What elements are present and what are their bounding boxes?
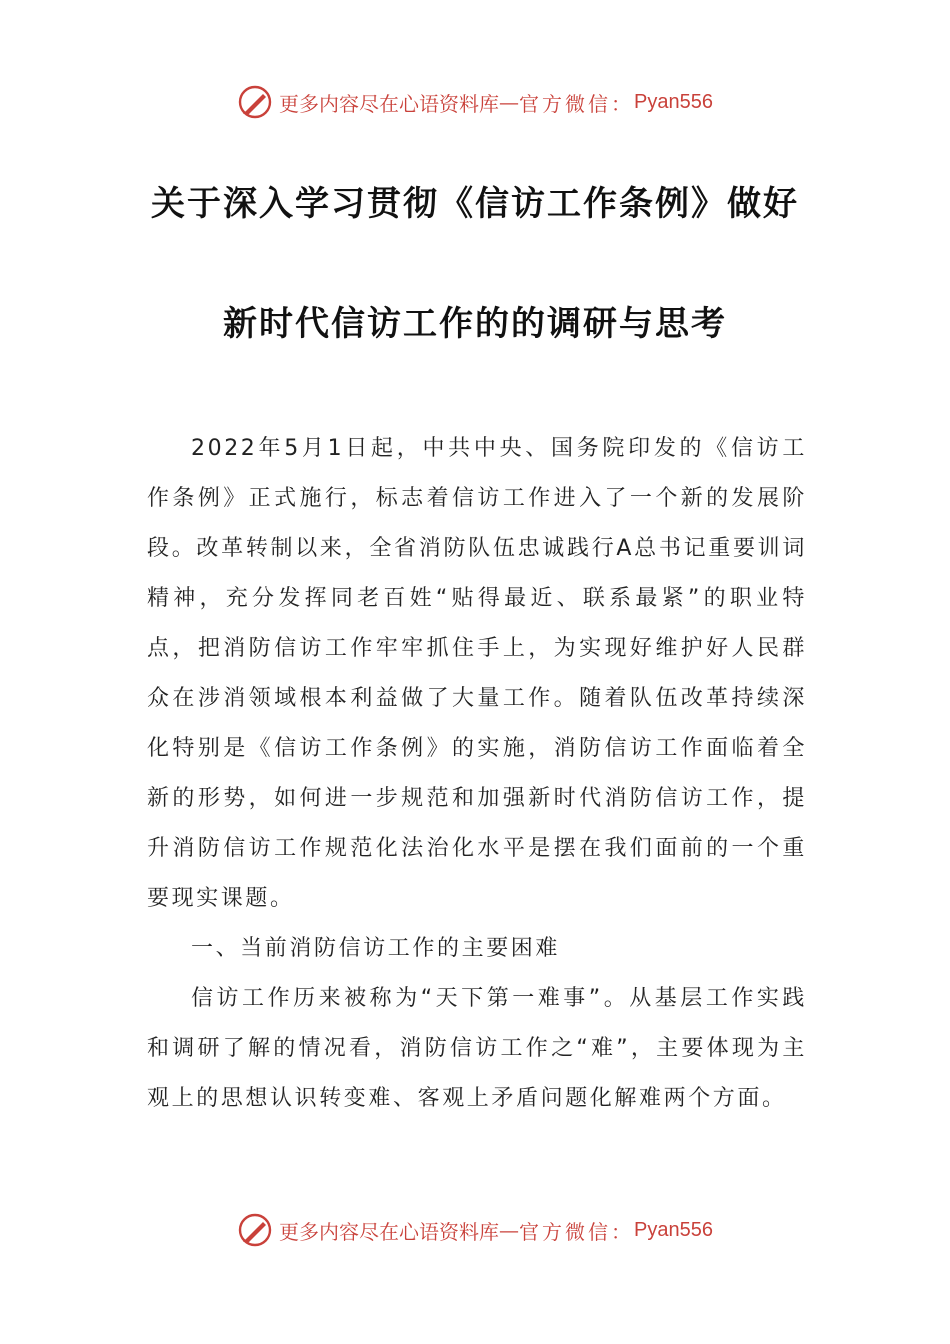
pen-logo-icon	[237, 1212, 273, 1248]
banner-wechat-label: 官方微信：	[519, 91, 635, 116]
title-line-1: 关于深入学习贯彻《信访工作条例》做好	[151, 184, 799, 224]
footer-banner	[0, 1210, 950, 1250]
document-body	[147, 424, 807, 1124]
section-heading-1: 一、当前消防信访工作的主要困难	[191, 936, 561, 961]
banner-brand: 更多内容尽在心语资料库	[279, 1219, 500, 1244]
title-line-2: 新时代信访工作的的调研与思考	[223, 304, 727, 344]
banner-wechat-id: Pyan556	[634, 1218, 713, 1241]
pen-logo-icon	[237, 84, 273, 120]
paragraph-difficulties: 信访工作历来被称为“天下第一难事”。从基层工作实践和调研了解的情况看，消防信访工作之“难”，主要体现为主观上的思想认识转变难、客观上矛盾问题化解难两个方面。	[147, 986, 807, 1111]
banner-wechat-label: 官方微信：	[519, 1219, 635, 1244]
banner-separator: —	[499, 90, 520, 114]
banner-separator: —	[499, 1218, 520, 1242]
banner-brand: 更多内容尽在心语资料库	[279, 91, 500, 116]
header-banner	[0, 82, 950, 122]
banner-wechat-id: Pyan556	[634, 90, 713, 113]
paragraph-intro: 2022年5月1日起，中共中央、国务院印发的《信访工作条例》正式施行，标志着信访工作进入了一个新的发展阶段。改革转制以来，全省消防队伍忠诚践行A总书记重要训词精神，充分发挥同老百姓“贴得最近、联系最紧”的职业特点，把消防信访工作牢牢抓住手上，为实现好维护好人民群众在涉消领域根本利益做了大量工作。随着队伍改革持续深化特别是《信访工作条例》的实施，消防信访工作面临着全新的形势，如何进一步规范和加强新时代消防信访工作，提升消防信访工作规范化法治化水平是摆在我们面前的一个重要现实课题。	[147, 436, 807, 911]
